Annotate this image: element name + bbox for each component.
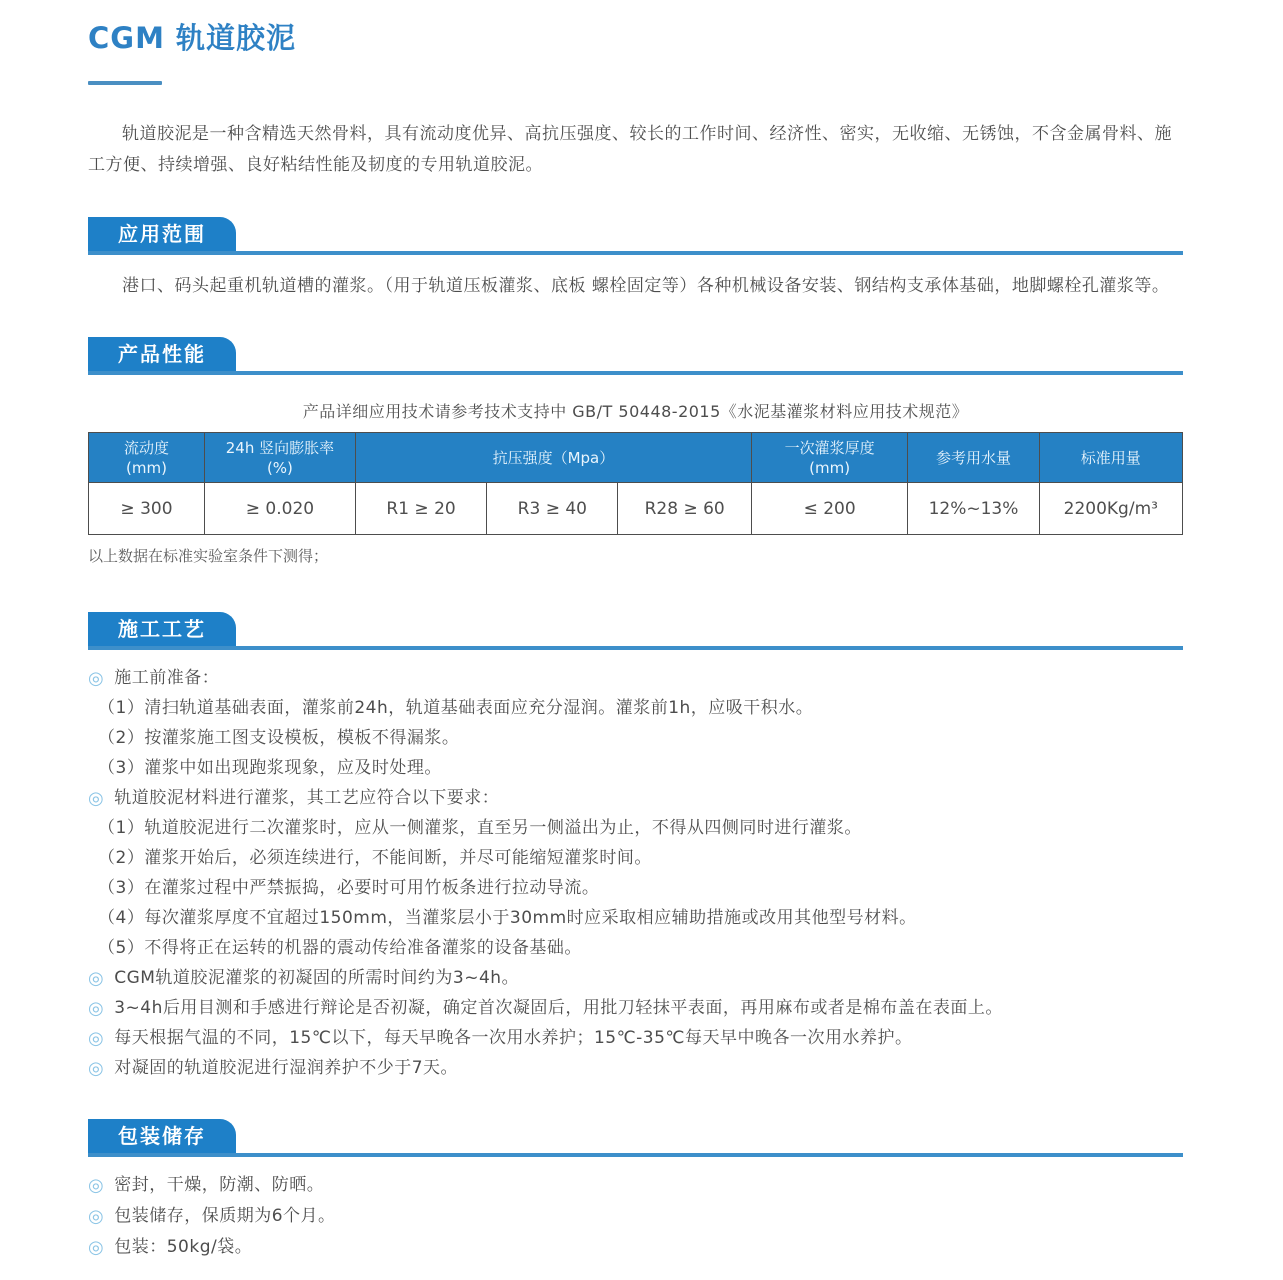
bullet-icon: ◎ [88,1206,105,1227]
list-item [88,758,1183,779]
header-line: 抗压强度（Mpa） [492,448,615,467]
bullet-icon: ◎ [88,1237,105,1258]
header-line: 流动度 [123,438,169,457]
list-item [88,938,1183,959]
table-header-water [908,433,1039,483]
list-item [88,668,1183,689]
bullet-icon: ◎ [88,788,105,809]
application-text: 港口、码头起重机轨道槽的灌浆。（用于轨道压板灌浆、底板 螺栓固定等）各种机械设备安装、钢结构支承体基础，地脚螺栓孔灌浆等。 [122,276,1170,296]
construction-list [88,668,1183,1079]
section-header-packaging [88,1119,1183,1157]
page-title: CGM 轨道胶泥 [88,21,297,55]
table-header-row [89,433,1183,483]
list-item [88,698,1183,719]
list-item [88,1206,1183,1227]
header-line: 一次灌浆厚度 [784,438,875,457]
header-line: 标准用量 [1080,448,1141,467]
title-underline [88,81,162,85]
header-line: (%) [266,458,293,477]
list-item-text: （1）清扫轨道基础表面，灌浆前24h，轨道基础表面应充分湿润。灌浆前1h，应吸干积水。 [98,698,814,718]
list-item-text: 密封，干燥，防潮、防晒。 [114,1175,325,1195]
cell-water: 12%~13% [908,483,1039,535]
section-header-performance [88,337,1183,375]
list-item [88,788,1183,809]
list-item-text: （3）在灌浆过程中严禁振捣，必要时可用竹板条进行拉动导流。 [98,878,600,898]
table-data-row [89,483,1183,535]
list-item-text: 包装储存，保质期为6个月。 [114,1206,336,1226]
list-item-text: 轨道胶泥材料进行灌浆，其工艺应符合以下要求： [114,788,500,808]
list-item-text: CGM轨道胶泥灌浆的初凝固的所需时间约为3~4h。 [114,968,520,988]
bullet-icon: ◎ [88,1058,105,1079]
cell-flow: ≥ 300 [89,483,205,535]
list-item-text: 3~4h后用目测和手感进行辩论是否初凝，确定首次凝固后，用批刀轻抹平表面，再用麻布或者是棉布盖在表面上。 [114,998,1003,1018]
section-header-construction [88,612,1183,650]
section-tab-application: 应用范围 [88,217,236,251]
table-header-expansion [204,433,355,483]
section-tab-packaging: 包装储存 [88,1119,236,1153]
list-item [88,848,1183,869]
list-item-text: （1）轨道胶泥进行二次灌浆时，应从一侧灌浆，直至另一侧溢出为止，不得从四侧同时进行灌浆。 [98,818,862,838]
list-item [88,728,1183,749]
bullet-icon: ◎ [88,968,105,989]
list-item [88,1237,1183,1258]
list-item-text: （2）按灌浆施工图支设模板，模板不得漏浆。 [98,728,460,748]
bullet-icon: ◎ [88,998,105,1019]
cell-dosage: 2200Kg/m³ [1039,483,1182,535]
cell-strength-r3: R3 ≥ 40 [487,483,618,535]
table-header-flow [89,433,205,483]
cell-thickness: ≤ 200 [751,483,907,535]
list-item [88,818,1183,839]
list-item [88,908,1183,929]
list-item [88,1058,1183,1079]
section-tab-performance: 产品性能 [88,337,236,371]
header-line: 参考用水量 [935,448,1011,467]
list-item-text: 包装：50kg/袋。 [114,1237,253,1257]
list-item [88,1175,1183,1196]
bullet-icon: ◎ [88,1028,105,1049]
performance-note: 产品详细应用技术请参考技术支持中 GB/T 50448-2015《水泥基灌浆材料应用技术规范》 [302,402,969,421]
table-header-thickness [751,433,907,483]
list-item [88,1028,1183,1049]
list-item-text: 对凝固的轨道胶泥进行湿润养护不少于7天。 [114,1058,459,1078]
list-item-text: 每天根据气温的不同，15℃以下，每天早晚各一次用水养护；15℃-35℃每天早中晚各一次用水养护。 [114,1028,913,1048]
table-footnote: 以上数据在标准实验室条件下测得； [88,547,329,565]
intro-paragraph: 轨道胶泥是一种含精选天然骨料，具有流动度优异、高抗压强度、较长的工作时间、经济性、密实，无收缩、无锈蚀，不含金属骨料、施工方便、持续增强、良好粘结性能及韧度的专用轨道胶泥。 [88,124,1172,175]
packaging-list [88,1175,1183,1258]
section-tab-construction: 施工工艺 [88,612,236,646]
list-item-text: （4）每次灌浆厚度不宜超过150mm，当灌浆层小于30mm时应采取相应辅助措施或改用其他型号材料。 [98,908,917,928]
table-header-dosage [1039,433,1182,483]
list-item-text: （2）灌浆开始后，必须连续进行，不能间断，并尽可能缩短灌浆时间。 [98,848,652,868]
header-line: 24h 竖向膨胀率 [225,438,335,457]
bullet-icon: ◎ [88,1175,105,1196]
header-line: (mm) [126,458,167,477]
cell-strength-r1: R1 ≥ 20 [355,483,486,535]
performance-table [88,432,1183,535]
list-item [88,998,1183,1019]
list-item [88,878,1183,899]
list-item-text: （5）不得将正在运转的机器的震动传给准备灌浆的设备基础。 [98,938,582,958]
list-item [88,968,1183,989]
list-item-text: 施工前准备： [114,668,220,688]
cell-strength-r28: R28 ≥ 60 [618,483,751,535]
cell-expansion: ≥ 0.020 [204,483,355,535]
bullet-icon: ◎ [88,668,105,689]
section-header-application [88,217,1183,255]
header-line: (mm) [809,458,851,477]
table-header-strength [355,433,751,483]
list-item-text: （3）灌浆中如出现跑浆现象，应及时处理。 [98,758,442,778]
